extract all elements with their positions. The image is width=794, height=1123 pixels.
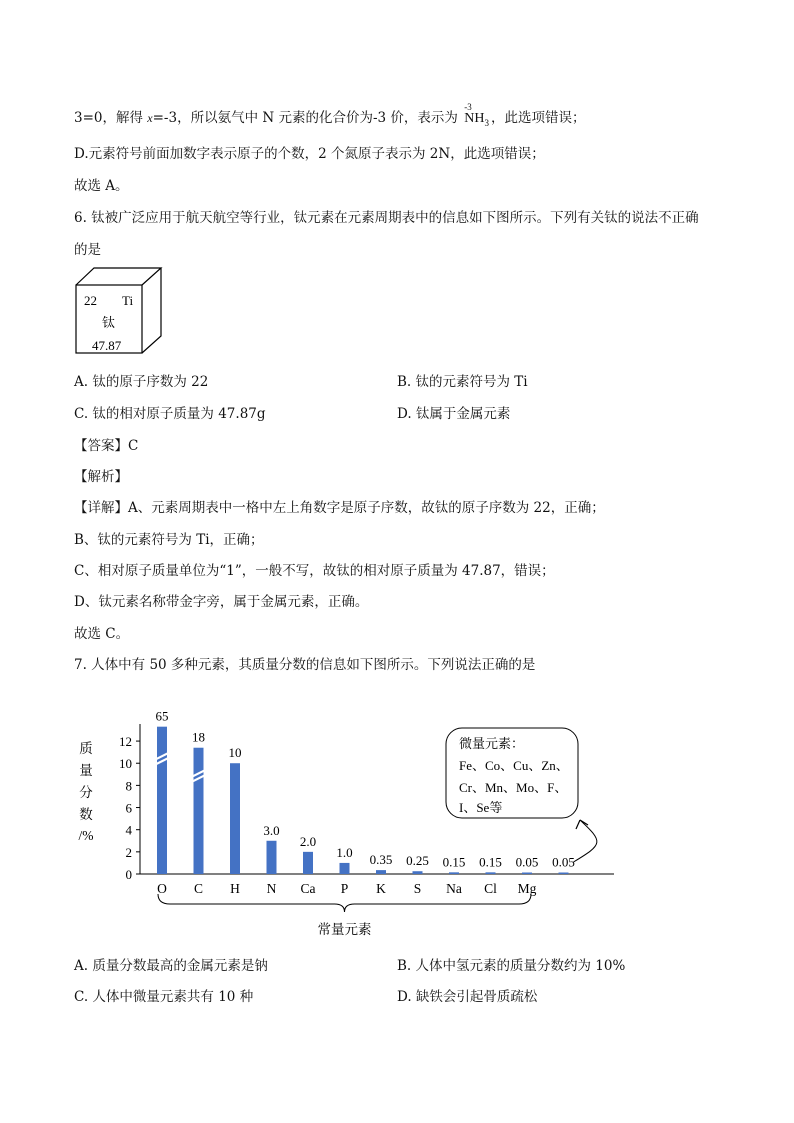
- y-axis-label: [79, 741, 94, 843]
- detail-label: 【详解】: [74, 500, 128, 516]
- q7-option-c: C. 人体中微量元素共有 10 种: [74, 989, 254, 1005]
- bar-Mg: [522, 873, 532, 875]
- data-label: 0.05: [515, 854, 539, 870]
- data-label: 2.0: [299, 833, 317, 849]
- brace: [158, 894, 531, 937]
- analysis-label: 【解析】: [74, 469, 128, 485]
- y-tick-label: 4: [125, 822, 132, 838]
- detail-line-3: C、相对原子质量单位为“1”，一般不写，故钛的相对原子质量为 47.87，错误；: [74, 563, 555, 579]
- x-tick-labels: [157, 881, 536, 896]
- x-tick-label: K: [376, 881, 386, 896]
- text-line-1: [74, 102, 586, 133]
- y-tick-label: 0: [125, 867, 132, 882]
- bar-H: [230, 763, 240, 874]
- x-tick-label: S: [413, 881, 422, 896]
- y-label-char: /%: [78, 828, 94, 843]
- detail-line-2: B、钛的元素符号为 Ti，正确；: [74, 532, 264, 548]
- y-tick-label: 2: [125, 844, 132, 860]
- y-label-char: 分: [79, 785, 93, 800]
- formula-h: H: [474, 111, 485, 126]
- y-label-char: 质: [79, 741, 93, 756]
- text-line-3: 故选 A。: [74, 178, 129, 194]
- bar-C: [194, 748, 204, 874]
- element-cell-titanium: [74, 266, 166, 358]
- y-label-char: 量: [79, 763, 93, 778]
- answer-label: 【答案】: [74, 438, 128, 454]
- option-b: B. 钛的元素符号为 Ti: [397, 374, 528, 390]
- x-tick-label: C: [193, 881, 204, 896]
- x-tick-label: Na: [446, 881, 462, 896]
- valence-mark: -3: [464, 102, 472, 112]
- text-fragment: =-3，所以氨气中 N 元素的化合价为-3 价，表示为: [152, 110, 458, 126]
- x-tick-label: N: [266, 881, 277, 896]
- data-label: 65: [155, 708, 169, 724]
- data-label: 1.0: [336, 844, 353, 860]
- text-fragment: 3=0，解得: [74, 110, 143, 126]
- element-symbol: Ti: [122, 293, 134, 308]
- text-line-2: D.元素符号前面加数字表示原子的个数，2 个氮原子表示为 2N，此选项错误；: [74, 146, 545, 162]
- option-c: C. 钛的相对原子质量为 47.87g: [74, 406, 266, 422]
- detail-line-4: D、钛元素名称带金字旁，属于金属元素，正确。: [74, 594, 369, 610]
- chart-svg: [74, 692, 634, 942]
- question-7-stem: 7. 人体中有 50 多种元素，其质量分数的信息如下图所示。下列说法正确的是: [74, 657, 536, 673]
- option-a: A. 钛的原子序数为 22: [74, 374, 209, 390]
- bar-extra: [559, 873, 569, 875]
- element-name: 钛: [102, 315, 116, 330]
- y-tick-label: 8: [125, 778, 132, 794]
- detail-text: A、元素周期表中一格中左上角数字是原子序数，故钛的原子序数为 22，正确；: [128, 500, 605, 516]
- data-label: 10: [228, 745, 242, 761]
- data-label: 3.0: [263, 822, 280, 838]
- brace-path: [158, 894, 531, 912]
- x-tick-label: Ca: [300, 881, 316, 896]
- atomic-number: 22: [84, 293, 97, 308]
- y-label-char: 数: [79, 807, 93, 822]
- callout-line: I、Se等: [459, 800, 503, 815]
- data-label: 0.15: [479, 854, 502, 870]
- data-label: 0.25: [406, 853, 429, 869]
- arrow-head: [576, 820, 588, 829]
- detail-line-1: [74, 498, 605, 518]
- bar-Na: [449, 872, 459, 874]
- atomic-mass: 47.87: [92, 338, 122, 353]
- q7-option-a: A. 质量分数最高的金属元素是钠: [74, 958, 268, 974]
- callout-line: Fe、Co、Cu、Zn、: [459, 758, 569, 773]
- data-label: 0.15: [442, 854, 466, 870]
- bar-Ca: [303, 852, 313, 874]
- answer-line: [74, 436, 138, 456]
- brace-label: 常量元素: [317, 922, 372, 937]
- text-fragment: ，此选项错误；: [490, 110, 586, 126]
- y-tick-label: 10: [119, 756, 132, 772]
- data-label: 0.35: [369, 852, 393, 868]
- answer-value: C: [128, 438, 139, 454]
- callout-line: 微量元素：: [459, 736, 525, 751]
- question-6-stem-a: 6. 钛被广泛应用于航天航空等行业，钛元素在元素周期表中的信息如下图所示。下列有关钛的说法不正确: [74, 210, 699, 226]
- callout-line: Cr、Mn、Mo、F、: [459, 780, 568, 795]
- detail-line-5: 故选 C。: [74, 626, 130, 642]
- x-tick-label: H: [230, 881, 240, 896]
- nh3-formula: [464, 102, 489, 133]
- variable-x: x: [147, 111, 153, 125]
- data-label: 0.05: [552, 854, 575, 870]
- callout: [446, 728, 597, 862]
- bar-K: [376, 870, 386, 874]
- bar-P: [340, 863, 350, 874]
- bar-Cl: [486, 872, 496, 874]
- y-tick-label: 6: [125, 800, 132, 816]
- question-6-stem-b: 的是: [74, 242, 101, 258]
- q7-option-d: D. 缺铁会引起骨质疏松: [397, 989, 538, 1005]
- formula-sub: 3: [484, 117, 489, 128]
- x-tick-label: P: [340, 881, 349, 896]
- bar-O: [157, 727, 167, 874]
- option-d: D. 钛属于金属元素: [397, 406, 511, 422]
- x-tick-label: O: [157, 881, 167, 896]
- bar-N: [267, 841, 277, 874]
- y-tick-label: 12: [119, 734, 132, 750]
- x-tick-label: Mg: [517, 881, 537, 896]
- x-tick-label: Cl: [484, 881, 497, 896]
- element-mass-chart: [74, 692, 634, 942]
- q7-option-b: B. 人体中氢元素的质量分数约为 10%: [397, 958, 626, 974]
- data-label: 18: [192, 729, 205, 745]
- formula-n: N: [464, 111, 475, 126]
- bar-S: [413, 871, 423, 874]
